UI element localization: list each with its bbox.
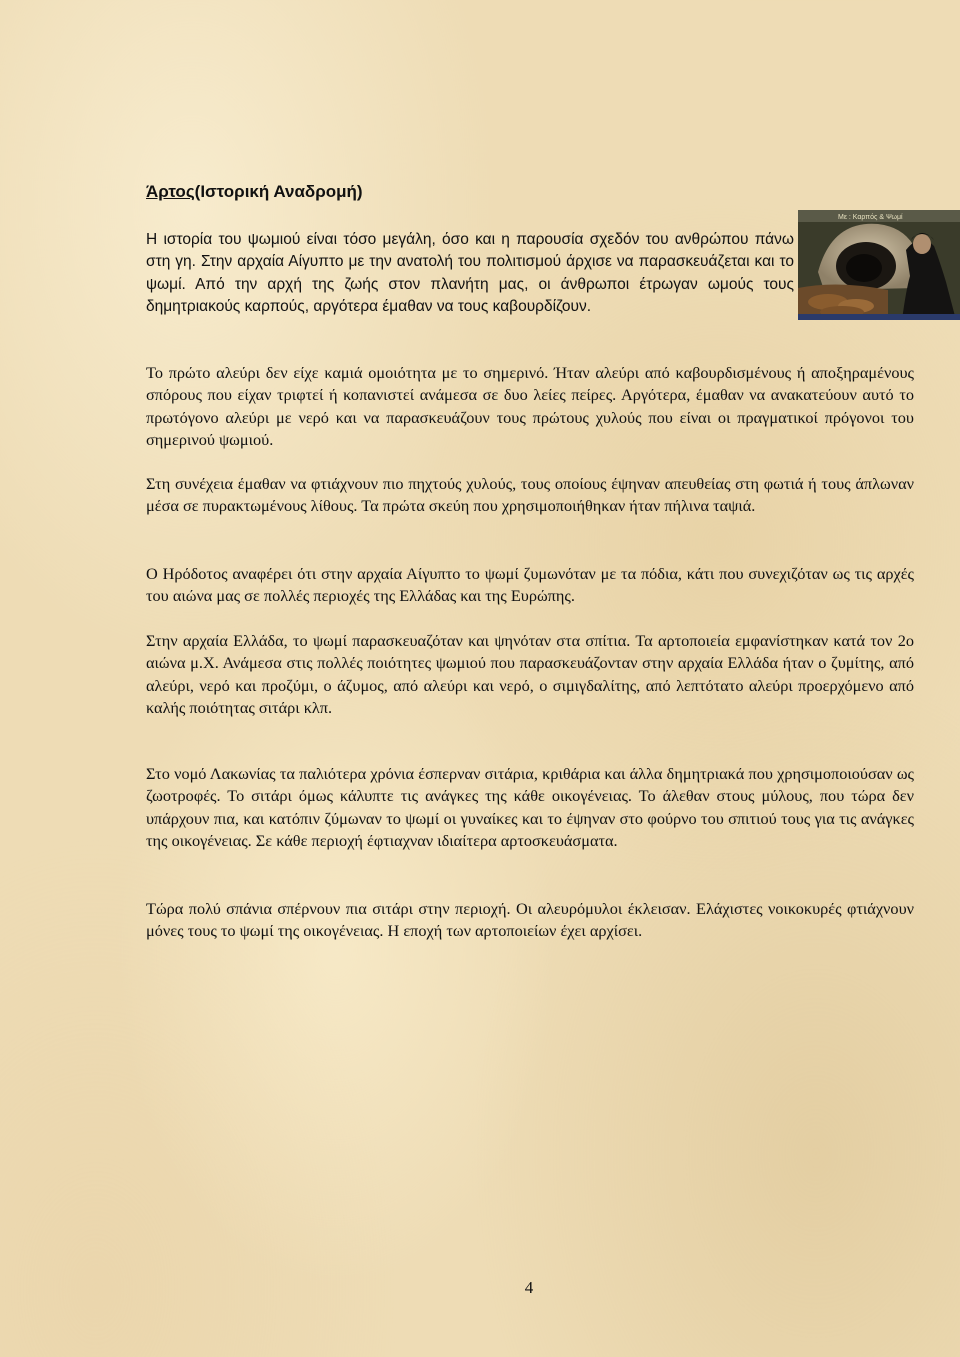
photo-caption: Με : Καρπός & Ψωμί [838, 214, 903, 221]
page-number: 4 [524, 1278, 534, 1297]
title-underlined-word: Άρτος [146, 182, 195, 201]
paragraph-4: Ο Ηρόδοτος αναφέρει ότι στην αρχαία Αίγυπτο το ψωμί ζυμωνόταν με τα πόδια, κάτι που συνεχιζόταν ως τις αρχές του αιώνα μας σε πολλές περιοχές της Ελλάδας και της Ευρώπης. [146, 564, 914, 606]
paragraph-5: Στην αρχαία Ελλάδα, το ψωμί παρασκευαζόταν και ψηνόταν στα σπίτια. Τα αρτοποιεία εμφανίστηκαν κατά τον 2ο αιώνα μ.Χ. Ανάμεσα στις πολλές ποιότητες ψωμιού που παρασκευάζονταν στην αρχαία Ελλάδα ήταν ο ζυμίτης, από αλεύρι, νερό και προζύμι, ο άζυμος, από αλεύρι και νερό, ο σιμιγδαλίτης, από λεπτότατο αλεύρι προερχόμενο από καλής ποιότητας σιτάρι κλπ. [146, 631, 914, 718]
paragraph-6: Στο νομό Λακωνίας τα παλιότερα χρόνια έσπερναν σιτάρια, κριθάρια και άλλα δημητριακά που χρησιμοποιούσαν ως ζωοτροφές. Το σιτάρι όμως κάλυπτε τις ανάγκες της κάθε οικογένειας. Το άλεθαν στους μύλους, που τώρα δεν υπάρχουν πια, και κατόπιν ζύμωναν το ψωμί οι γυναίκες και το έψηναν στο φούρνο του σπιτιού τους για τις ανάγκες της οικογένειας. Σε κάθε περιοχή έφτιαχναν ιδιαίτερα αρτοσκευάσματα. [146, 764, 914, 851]
paragraph-7: Τώρα πολύ σπάνια σπέρνουν πια σιτάρι στην περιοχή. Οι αλευρόμυλοι έκλεισαν. Ελάχιστες νοικοκυρές φτιάχνουν μόνες τους το ψωμί της οικογένειας. Η εποχή των αρτοποιείων έχει αρχίσει. [146, 899, 914, 941]
title-subtitle: (Ιστορική Αναδρομή) [194, 182, 363, 201]
paragraph-3: Στη συνέχεια έμαθαν να φτιάχνουν πιο πηχτούς χυλούς, τους οποίους έψηναν απευθείας στη φωτιά ή τους άπλωναν μέσα σε πυρακτωμένους λίθους. Τα πρώτα σκεύη που χρησιμοποιήθηκαν ήταν πήλινα ταψιά. [146, 474, 914, 516]
oven-image [798, 210, 960, 320]
page-title [146, 182, 363, 202]
bread-oven-photo [798, 210, 960, 320]
paragraph-1: Η ιστορία του ψωμιού είναι τόσο μεγάλη, όσο και η παρουσία σχεδόν του ανθρώπου πάνω στη γη. Στην αρχαία Αίγυπτο με την ανατολή του πολιτισμού άρχισε να παρασκευάζεται και το ψωμί. Από την αρχή της ζωής στον πλανήτη μας, οι άνθρωποι έτρωγαν ωμούς τους δημητριακούς καρπούς, αργότερα έμαθαν να τους καβουρδίζουν. [146, 231, 794, 316]
paragraph-2: Το πρώτο αλεύρι δεν είχε καμιά ομοιότητα με το σημερινό. Ήταν αλεύρι από καβουρδισμένους ή αποξηραμένους σπόρους που είχαν τριφτεί ή κοπανιστεί ανάμεσα σε δυο λείες πείρες. Αργότερα, έμαθαν να ανακατεύουν αυτό το πρωτόγονο αλεύρι με νερό και να παρασκευάζουν τους πρώτους χυλούς που είναι οι πραγματικοί πρόγονοι του σημερινού ψωμιού. [146, 363, 914, 450]
